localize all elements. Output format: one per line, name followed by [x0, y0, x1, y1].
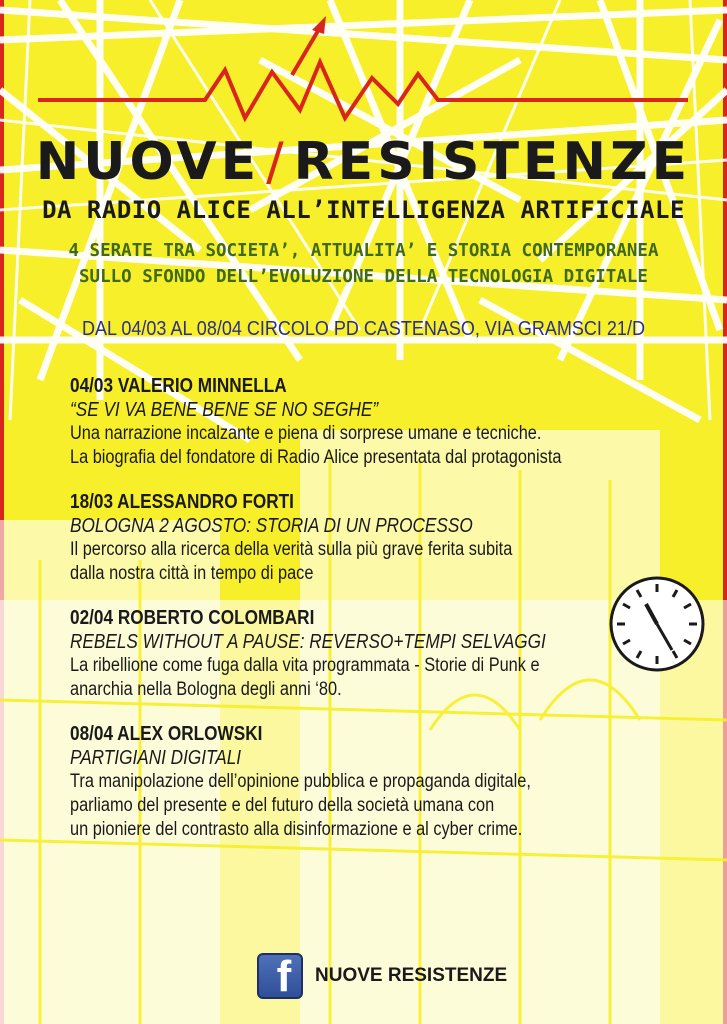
- event-subtitle: BOLOGNA 2 AGOSTO: STORIA DI UN PROCESSO: [70, 515, 473, 537]
- event-description-line: un pioniere del contrasto alla disinformazione e al cyber crime.: [70, 819, 523, 840]
- tagline-line-1: 4 SERATE TRA SOCIETA’, ATTUALITA’ E STORIA CONTEMPORANEA: [68, 241, 659, 261]
- events-list: [70, 374, 710, 862]
- facebook-icon[interactable]: f: [257, 953, 303, 999]
- event-heading: 04/03 VALERIO MINNELLA: [70, 375, 287, 397]
- event-description-line: Una narrazione incalzante e piena di sorprese umane e tecniche.: [70, 423, 542, 444]
- event-heading: 08/04 ALEX ORLOWSKI: [70, 723, 263, 745]
- event-subtitle: REBELS WITHOUT A PAUSE: REVERSO+TEMPI SELVAGGI: [70, 631, 546, 653]
- event-description-line: anarchia nella Bologna degli anni ‘80.: [70, 679, 342, 700]
- poster-subtitle: DA RADIO ALICE ALL’INTELLIGENZA ARTIFICIALE: [42, 196, 685, 224]
- event-description-line: La ribellione come fuga dalla vita programmata - Storie di Punk e: [70, 655, 540, 676]
- poster-tagline: [0, 238, 727, 290]
- event-description-line: Il percorso alla ricerca della verità sulla più grave ferita subita: [70, 539, 513, 560]
- event-item: [70, 374, 710, 470]
- event-item: [70, 490, 710, 586]
- event-description-line: dalla nostra città in tempo di pace: [70, 563, 314, 584]
- title-right: RESISTENZE: [293, 132, 692, 192]
- event-subtitle: “SE VI VA BENE BENE SE NO SEGHE”: [70, 399, 379, 421]
- poster-title: [30, 132, 697, 192]
- tagline-line-2: SULLO SFONDO DELL’EVOLUZIONE DELLA TECNOLOGIA DIGITALE: [79, 267, 648, 287]
- dates-location: DAL 04/03 AL 08/04 CIRCOLO PD CASTENASO, VIA GRAMSCI 21/D: [82, 318, 645, 340]
- event-description-line: La biografia del fondatore di Radio Alice presentata dal protagonista: [70, 447, 562, 468]
- event-subtitle: PARTIGIANI DIGITALI: [70, 747, 242, 769]
- event-item: [70, 722, 710, 842]
- event-heading: 02/04 ROBERTO COLOMBARI: [70, 607, 315, 629]
- event-item: [70, 606, 710, 702]
- event-description-line: Tra manipolazione dell’opinione pubblica e propaganda digitale,: [70, 771, 531, 792]
- facebook-page-label[interactable]: NUOVE RESISTENZE: [315, 965, 508, 986]
- facebook-link[interactable]: [257, 952, 507, 1000]
- event-description-line: parliamo del presente e del futuro della società umana con: [70, 795, 495, 816]
- title-slash: /: [266, 132, 288, 192]
- event-heading: 18/03 ALESSANDRO FORTI: [70, 491, 294, 513]
- title-left: NUOVE: [35, 132, 261, 192]
